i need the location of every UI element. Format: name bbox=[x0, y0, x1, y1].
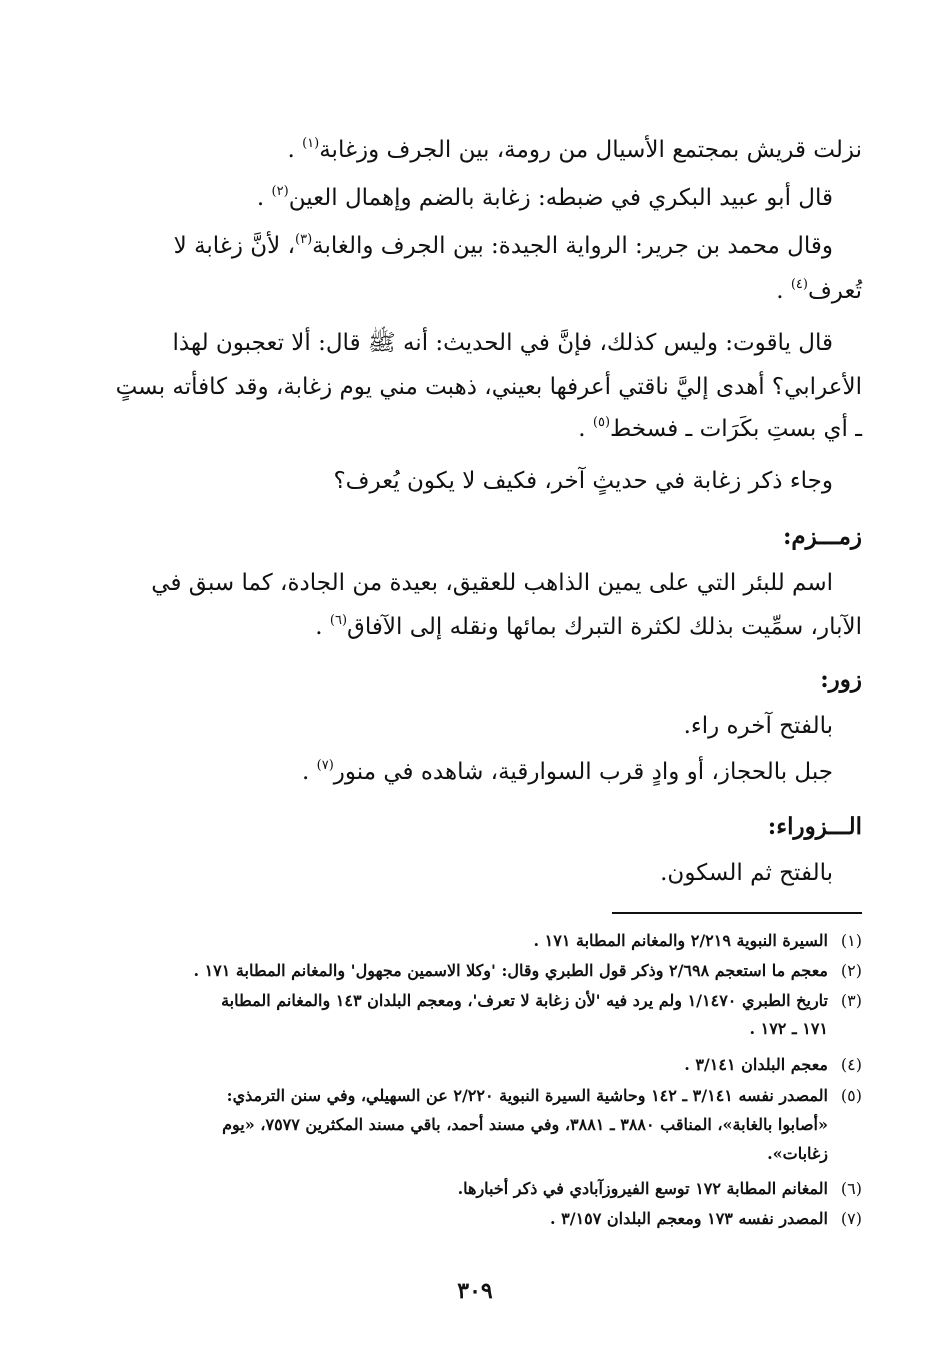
footnote-ref[interactable]: (٧) bbox=[316, 758, 334, 773]
body-line-3: وقال محمد بن جرير: الرواية الجيدة: بين الجرف والغابة$^{(٣)}$، لأنَّ زغابة لا bbox=[173, 232, 833, 259]
entry-heading-zawra: الـــزوراء: bbox=[767, 813, 862, 840]
footnote-ref[interactable]: (٣) bbox=[295, 232, 313, 247]
entry-heading-zawr: زور: bbox=[820, 666, 862, 693]
footnote-5-continued-2: زغابات». bbox=[767, 1144, 828, 1163]
footnote-3-continued: ١٧١ ـ ١٧٢ . bbox=[749, 1019, 828, 1038]
body-line-4: تُعرف$^{(٤)}$ . bbox=[776, 277, 862, 304]
footnote-3: (٣)تاريخ الطبري ١/١٤٧٠ ولم يرد فيه 'لأن زغابة لا تعرف'، ومعجم البلدان ١٤٣ والمغانم المطابة bbox=[221, 991, 862, 1010]
footnote-ref[interactable]: (٦) bbox=[329, 613, 348, 628]
footnote-4: (٤)معجم البلدان ٣/١٤١ . bbox=[684, 1055, 862, 1074]
entry-heading-zamzam: زمـــزم: bbox=[782, 523, 862, 550]
footnote-ref[interactable]: (٤) bbox=[790, 277, 808, 292]
footnote-ref[interactable]: (١) bbox=[302, 136, 320, 151]
footnote-5-continued-1: «أصابوا بالغابة»، المناقب ٣٨٨٠ ـ ٣٨٨١، وفي مسند أحمد، باقي مسند المكثرين ٧٥٧٧، «يوم bbox=[222, 1115, 828, 1134]
body-line-2: قال أبو عبيد البكري في ضبطه: زغابة بالضم وإهمال العين$^{(٢)}$ . bbox=[256, 184, 833, 211]
body-line-1: نزلت قريش بمجتمع الأسيال من رومة، بين الجرف وزغابة$^{(١)}$ . bbox=[287, 136, 862, 163]
footnote-separator bbox=[612, 912, 862, 914]
entry-zamzam-line-2: الآبار، سمِّيت بذلك لكثرة التبرك بمائها ونقله إلى الآفاق$^{(٦)}$ . bbox=[315, 613, 862, 640]
footnote-ref[interactable]: (٥) bbox=[592, 415, 611, 430]
body-line-6: الأعرابي؟ أهدى إليَّ ناقتي أعرفها بعيني، ذهبت مني يوم زغابة، وقد كافأته بستٍ bbox=[115, 374, 862, 400]
body-line-7: ـ أي بستِ بكَرَات ـ فسخط$^{(٥)}$ . bbox=[578, 415, 862, 442]
footnote-ref[interactable]: (٢) bbox=[271, 184, 289, 199]
footnote-1: (١)السيرة النبوية ٢/٢١٩ والمغانم المطابة ١٧١ . bbox=[533, 931, 862, 950]
page-number: ٣٠٩ bbox=[457, 1278, 493, 1304]
entry-zawr-line-2: جبل بالحجاز، أو وادٍ قرب السوارقية، شاهده في منور$^{(٧)}$ . bbox=[302, 758, 833, 785]
body-line-5: قال ياقوت: وليس كذلك، فإنَّ في الحديث: أنه ﷺ قال: ألا تعجبون لهذا bbox=[172, 330, 833, 356]
footnote-7: (٧)المصدر نفسه ١٧٣ ومعجم البلدان ٣/١٥٧ . bbox=[550, 1209, 862, 1228]
entry-zawr-line-1: بالفتح آخره راء. bbox=[683, 713, 833, 739]
entry-zamzam-line-1: اسم للبئر التي على يمين الذاهب للعقيق، بعيدة من الجادة، كما سبق في bbox=[151, 570, 833, 596]
footnote-5: (٥)المصدر نفسه ٣/١٤١ ـ ١٤٢ وحاشية السيرة النبوية ٢/٢٢٠ عن السهيلي، وفي سنن الترمذي: bbox=[226, 1086, 862, 1105]
body-line-8: وجاء ذكر زغابة في حديثٍ آخر، فكيف لا يكون يُعرف؟ bbox=[333, 468, 833, 494]
entry-zawra-line-1: بالفتح ثم السكون. bbox=[660, 860, 833, 886]
footnote-6: (٦)المغانم المطابة ١٧٢ توسع الفيروزآبادي في ذكر أخبارها. bbox=[457, 1179, 862, 1198]
footnote-2: (٢)معجم ما استعجم ٢/٦٩٨ وذكر قول الطبري وقال: 'وكلا الاسمين مجهول' والمغانم المطابة ١٧١ . bbox=[193, 961, 862, 980]
